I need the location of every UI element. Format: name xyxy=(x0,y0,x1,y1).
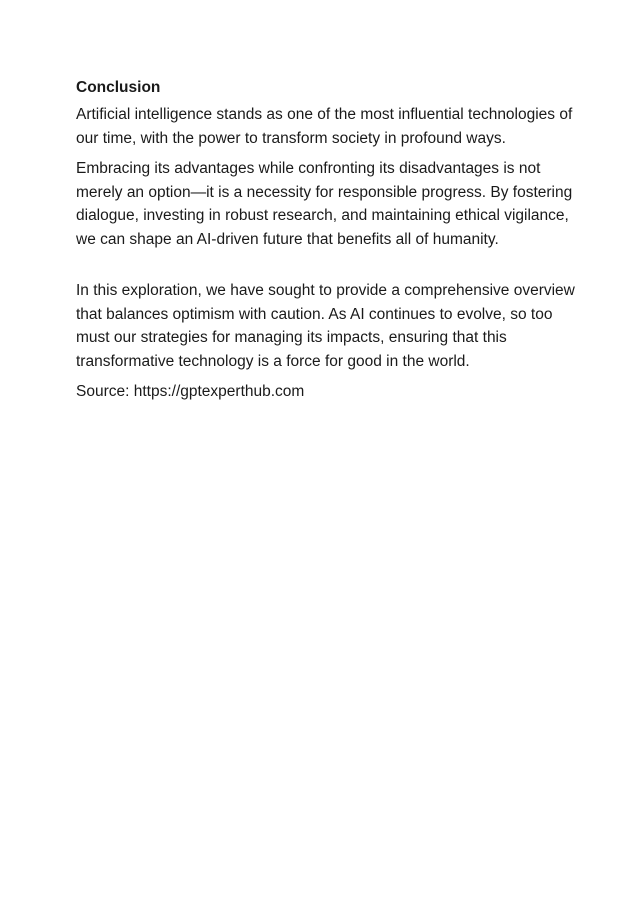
document-body xyxy=(76,77,576,404)
section-heading: Conclusion xyxy=(76,79,161,96)
paragraph-intro: Artificial intelligence stands as one of the most influential technologies of our time, with the power to transform society in profound ways. xyxy=(76,106,573,147)
paragraph-exploration: In this exploration, we have sought to provide a comprehensive overview that balances optimism with caution. As AI continues to evolve, so too must our strategies for managing its impacts, ensuring that this transformative technology is a force for good in the world. xyxy=(76,282,575,370)
paragraph-embracing: Embracing its advantages while confronting its disadvantages is not merely an option—it is a necessity for responsible progress. By fostering dialogue, investing in robust research, and maintaining ethical vigilance, we can shape an AI-driven future that benefits all of humanity. xyxy=(76,160,573,248)
source-line: Source: https://gptexperthub.com xyxy=(76,383,305,400)
